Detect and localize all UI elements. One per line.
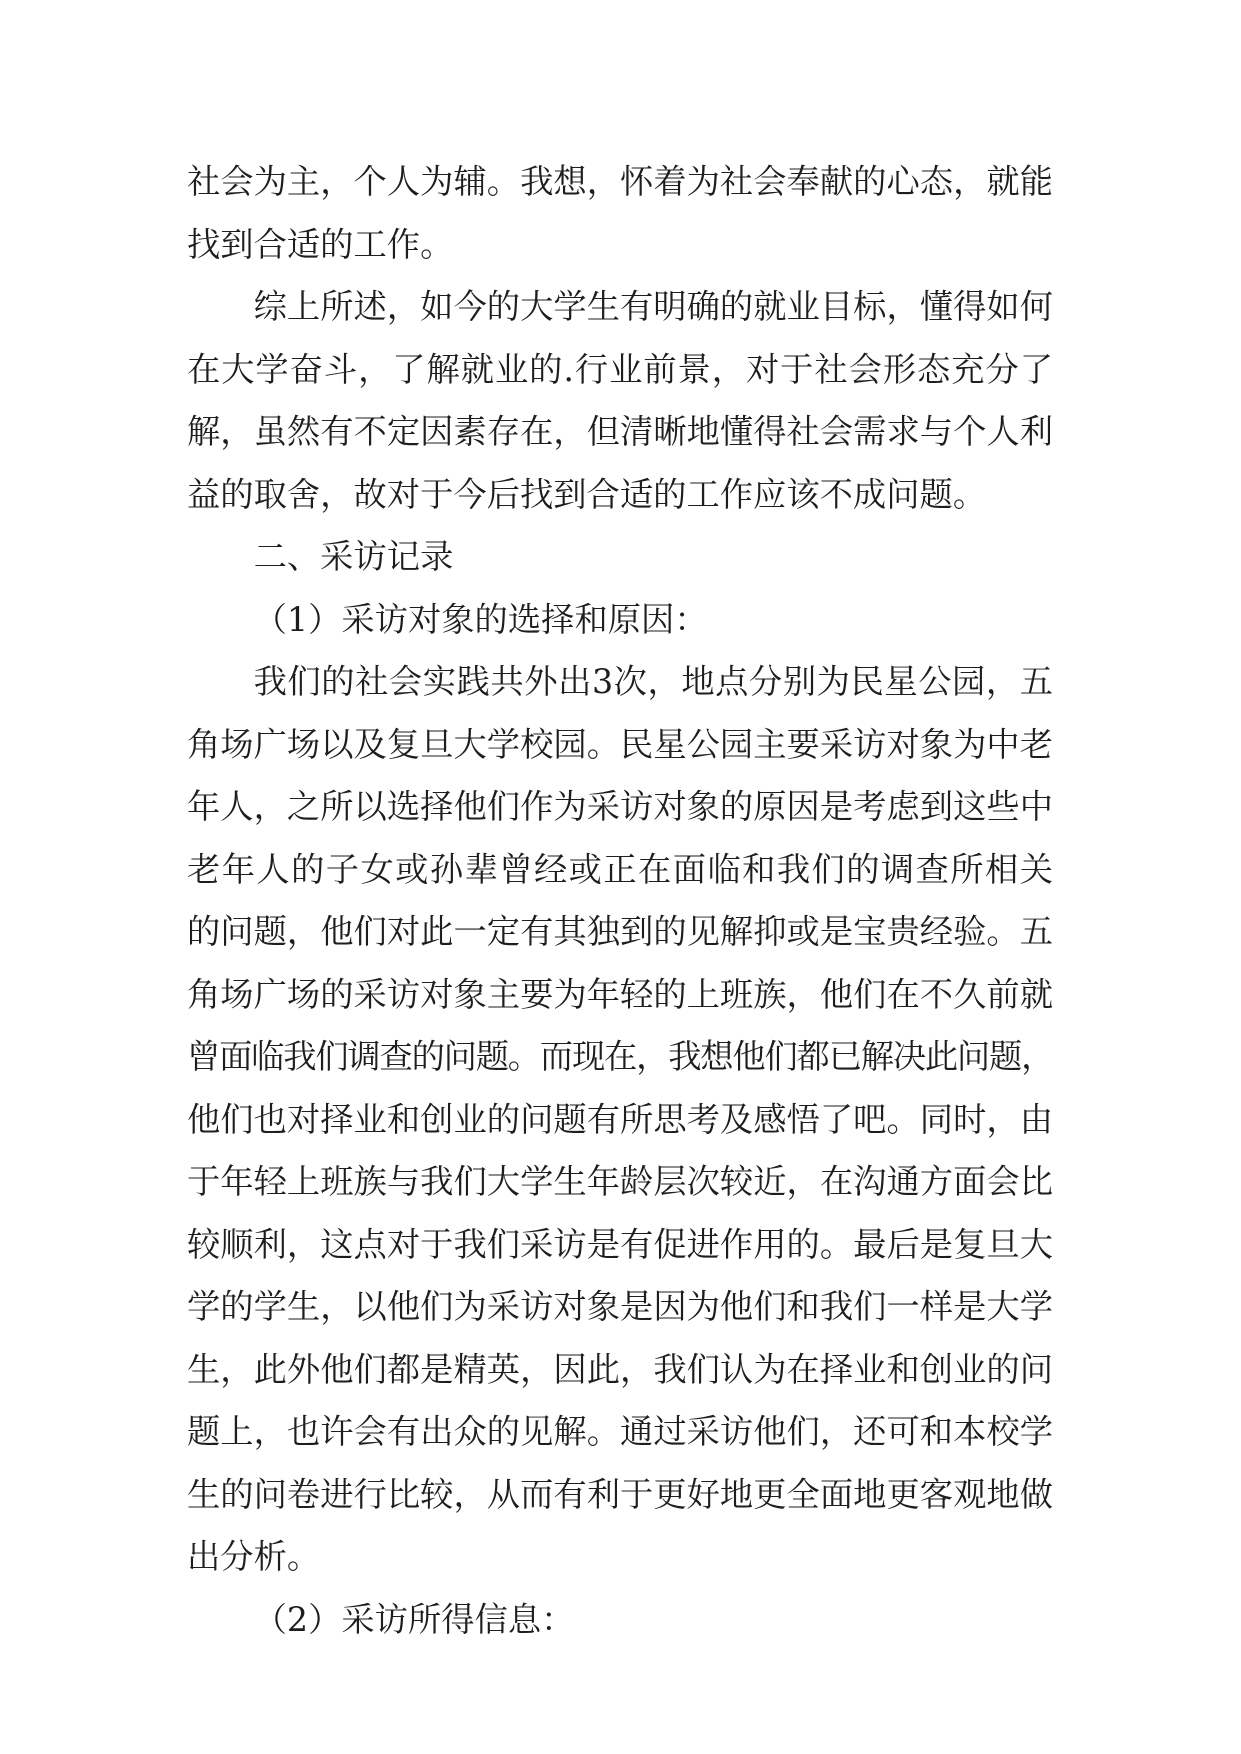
text-line: 找到合适的工作。 bbox=[187, 224, 454, 264]
text-line: 社会为主，个人为辅。我想，怀着为社会奉献的心态，就能 bbox=[187, 162, 1053, 201]
text-line: 出分析。 bbox=[187, 1537, 321, 1576]
section-heading-text: 二、采访记录 bbox=[253, 537, 454, 576]
text-line: 题上，也许会有出众的见解。通过采访他们，还可和本校学 bbox=[187, 1412, 1053, 1451]
text-line: 曾面临我们调查的问题。而现在，我想他们都已解决此问题， bbox=[187, 1037, 1053, 1076]
text-line: 角场广场的采访对象主要为年轻的上班族，他们在不久前就 bbox=[187, 974, 1053, 1014]
text-line: 他们也对择业和创业的问题有所思考及感悟了吧。同时，由 bbox=[187, 1099, 1053, 1139]
text-line: 年人，之所以选择他们作为采访对象的原因是考虑到这些中 bbox=[187, 787, 1053, 826]
text-line: 于年轻上班族与我们大学生年龄层次较近，在沟通方面会比 bbox=[187, 1162, 1053, 1201]
text-line: 综上所述，如今的大学生有明确的就业目标，懂得如何 bbox=[253, 287, 1053, 326]
text-line: 较顺利，这点对于我们采访是有促进作用的。最后是复旦大 bbox=[187, 1224, 1053, 1264]
text-line: 学的学生，以他们为采访对象是因为他们和我们一样是大学 bbox=[187, 1287, 1053, 1326]
text-line: 在大学奋斗，了解就业的.行业前景，对于社会形态充分了 bbox=[187, 349, 1053, 389]
text-line: 老年人的子女或孙辈曾经或正在面临和我们的调查所相关 bbox=[187, 849, 1053, 889]
subsection-heading bbox=[187, 589, 1053, 652]
text-line: 解，虽然有不定因素存在，但清晰地懂得社会需求与个人利 bbox=[187, 412, 1053, 451]
paragraph bbox=[187, 276, 1053, 526]
document-body bbox=[187, 151, 1053, 1651]
text-line: 生，此外他们都是精英，因此，我们认为在择业和创业的问 bbox=[187, 1349, 1053, 1389]
section-heading bbox=[187, 526, 1053, 589]
text-line: 我们的社会实践共外出3次，地点分别为民星公园，五 bbox=[253, 662, 1053, 701]
paragraph bbox=[187, 151, 1053, 276]
text-line: 的问题，他们对此一定有其独到的见解抑或是宝贵经验。五 bbox=[187, 912, 1053, 951]
subsection-heading-text: （2）采访所得信息： bbox=[253, 1599, 575, 1639]
text-line: 角场广场以及复旦大学校园。民星公园主要采访对象为中老 bbox=[187, 724, 1053, 764]
paragraph bbox=[187, 651, 1053, 1589]
text-line: 生的问卷进行比较，从而有利于更好地更全面地更客观地做 bbox=[187, 1474, 1053, 1514]
subsection-heading bbox=[187, 1589, 1053, 1652]
subsection-heading-text: （1）采访对象的选择和原因： bbox=[253, 599, 708, 639]
text-line: 益的取舍，故对于今后找到合适的工作应该不成问题。 bbox=[187, 474, 987, 514]
